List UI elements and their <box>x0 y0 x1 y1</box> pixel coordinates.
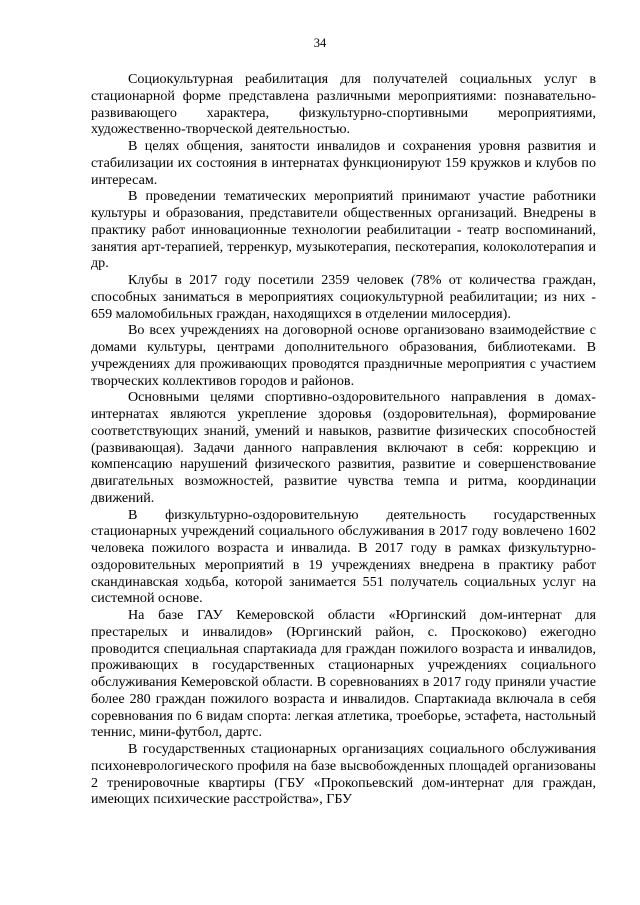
paragraph-thematic-events: В проведении тематических мероприятий принимают участие работники культуры и образования, представители общественных организаций. Внедрены в практику работ инновационные технологии реабилитации - театр воспоминаний, занятия арт-терапией, терренкур, музыкотерапия, пескотерапия, колоколотерапия и др. <box>91 188 596 272</box>
paragraph-training-apartments: В государственных стационарных организациях социального обслуживания психоневрологического профиля на базе высвобожденных площадей организованы 2 тренировочные квартиры (ГБУ «Прокопьевский дом-интернат для граждан, имеющих психические расстройства», ГБУ <box>91 741 596 808</box>
paragraph-clubs-count: В целях общения, занятости инвалидов и сохранения уровня развития и стабилизации их состояния в интернатах функционируют 159 кружков и клубов по интересам. <box>91 138 596 188</box>
page-number: 34 <box>313 36 327 50</box>
paragraph-sociocultural-rehabilitation: Социокультурная реабилитация для получателей социальных услуг в стационарной форме представлена различными мероприятиями: познавательно-развивающего характера, физкультурно-спортивными мероприятиями, художественно-творческой деятельностью. <box>91 71 596 138</box>
paragraph-sport-goals: Основными целями спортивно-оздоровительного направления в домах-интернатах являются укрепление здоровья (оздоровительная), формирование соответствующих знаний, умений и навыков, развитие физических способностей (развивающая). Задачи данного направления включают в себя: коррекцию и компенсацию нарушений физического развития, развитие и совершенствование двигательных возможностей, развитие чувства темпа и ритма, координации движений. <box>91 389 596 506</box>
paragraph-club-attendance: Клубы в 2017 году посетили 2359 человек (78% от количества граждан, способных заниматься в мероприятиях социокультурной реабилитации; из них - 659 маломобильных граждан, находящихся в отделении милосердия). <box>91 272 596 322</box>
body-text <box>91 71 596 808</box>
paragraph-cultural-cooperation: Во всех учреждениях на договорной основе организовано взаимодействие с домами культуры, центрами дополнительного образования, библиотеками. В учреждениях для проживающих проводятся праздничные мероприятия с участием творческих коллективов городов и районов. <box>91 322 596 389</box>
paragraph-sport-participation: В физкультурно-оздоровительную деятельность государственных стационарных учреждений социального обслуживания в 2017 году вовлечено 1602 человека пожилого возраста и инвалида. В 2017 году в рамках физкультурно-оздоровительных мероприятий в 19 учреждениях внедрена в практику работ скандинавская ходьба, которой занимается 551 получатель социальных услуг на системной основе. <box>91 506 596 607</box>
paragraph-spartakiada: На базе ГАУ Кемеровской области «Юргинский дом-интернат для престарелых и инвалидов» (Юргинский район, с. Проскоково) ежегодно проводится специальная спартакиада для граждан пожилого возраста и инвалидов, проживающих в государственных стационарных учреждениях социального обслуживания Кемеровской области. В соревнованиях в 2017 году приняли участие более 280 граждан пожилого возраста и инвалидов. Спартакиада включала в себя соревнования по 6 видам спорта: легкая атлетика, троеборье, эстафета, настольный теннис, мини-футбол, дартс. <box>91 607 596 741</box>
